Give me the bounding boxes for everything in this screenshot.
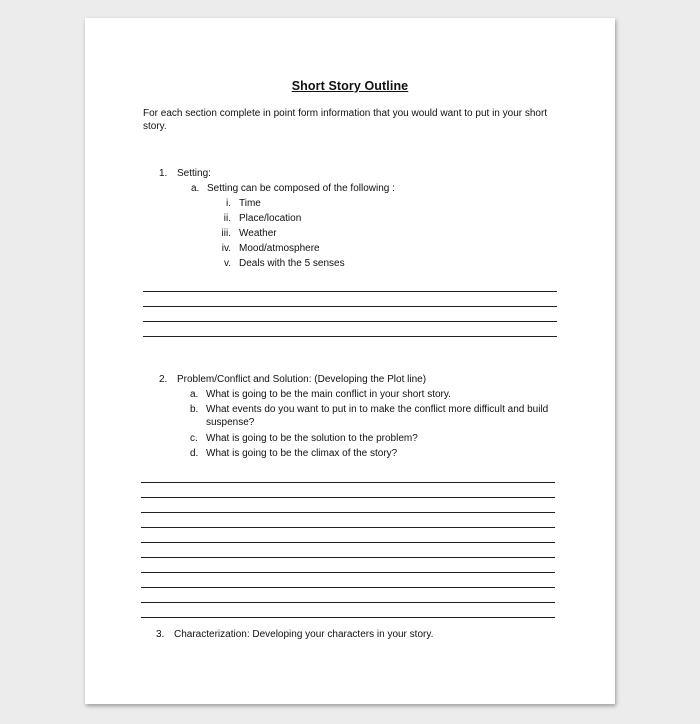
answer-line[interactable] — [141, 617, 555, 618]
answer-line[interactable] — [141, 572, 555, 573]
list-item-text: Mood/atmosphere — [239, 243, 320, 254]
answer-line[interactable] — [143, 336, 557, 337]
answer-line[interactable] — [141, 497, 555, 498]
list-item-marker: ii. — [223, 213, 231, 224]
list-item-marker: a. — [190, 389, 199, 400]
list-item-marker: v. — [223, 258, 231, 269]
section-heading: Characterization: Developing your characters in your story. — [174, 629, 434, 640]
list-item-text: What is going to be the solution to the problem? — [206, 433, 418, 444]
section-number: 2. — [159, 374, 168, 385]
list-item-marker: b. — [190, 404, 199, 415]
intro-text-line-1: For each section complete in point form information that you would want to put in your short — [143, 108, 548, 119]
section-number: 1. — [159, 168, 168, 179]
list-item-text: Place/location — [239, 213, 302, 224]
answer-line[interactable] — [141, 512, 555, 513]
answer-line[interactable] — [141, 602, 555, 603]
intro-text-line-2: story. — [143, 121, 167, 132]
list-item-text: What is going to be the climax of the story? — [206, 448, 398, 459]
document-title: Short Story Outline — [291, 79, 409, 93]
list-item-marker: d. — [190, 448, 199, 459]
sub-item-marker: a. — [191, 183, 200, 194]
list-item-text: What events do you want to put in to make the conflict more difficult and build — [206, 404, 549, 415]
list-item-text: Weather — [239, 228, 277, 239]
list-item-marker: i. — [226, 198, 231, 209]
list-item-text: Time — [239, 198, 261, 209]
answer-line[interactable] — [143, 321, 557, 322]
answer-line[interactable] — [141, 527, 555, 528]
section-heading: Setting: — [177, 168, 211, 179]
answer-line[interactable] — [141, 557, 555, 558]
list-item-text: What is going to be the main conflict in your short story. — [206, 389, 451, 400]
section-heading: Problem/Conflict and Solution: (Developing the Plot line) — [177, 374, 427, 385]
answer-line[interactable] — [141, 482, 555, 483]
document-page — [85, 18, 615, 704]
answer-line[interactable] — [143, 306, 557, 307]
list-item-marker: c. — [190, 433, 198, 444]
sub-item-text: Setting can be composed of the following : — [207, 183, 395, 194]
list-item-marker: iii. — [221, 228, 231, 239]
answer-line[interactable] — [141, 542, 555, 543]
section-number: 3. — [156, 629, 165, 640]
list-item-text-continued: suspense? — [206, 417, 255, 428]
list-item-text: Deals with the 5 senses — [239, 258, 345, 269]
answer-line[interactable] — [143, 291, 557, 292]
list-item-marker: iv. — [221, 243, 231, 254]
answer-line[interactable] — [141, 587, 555, 588]
